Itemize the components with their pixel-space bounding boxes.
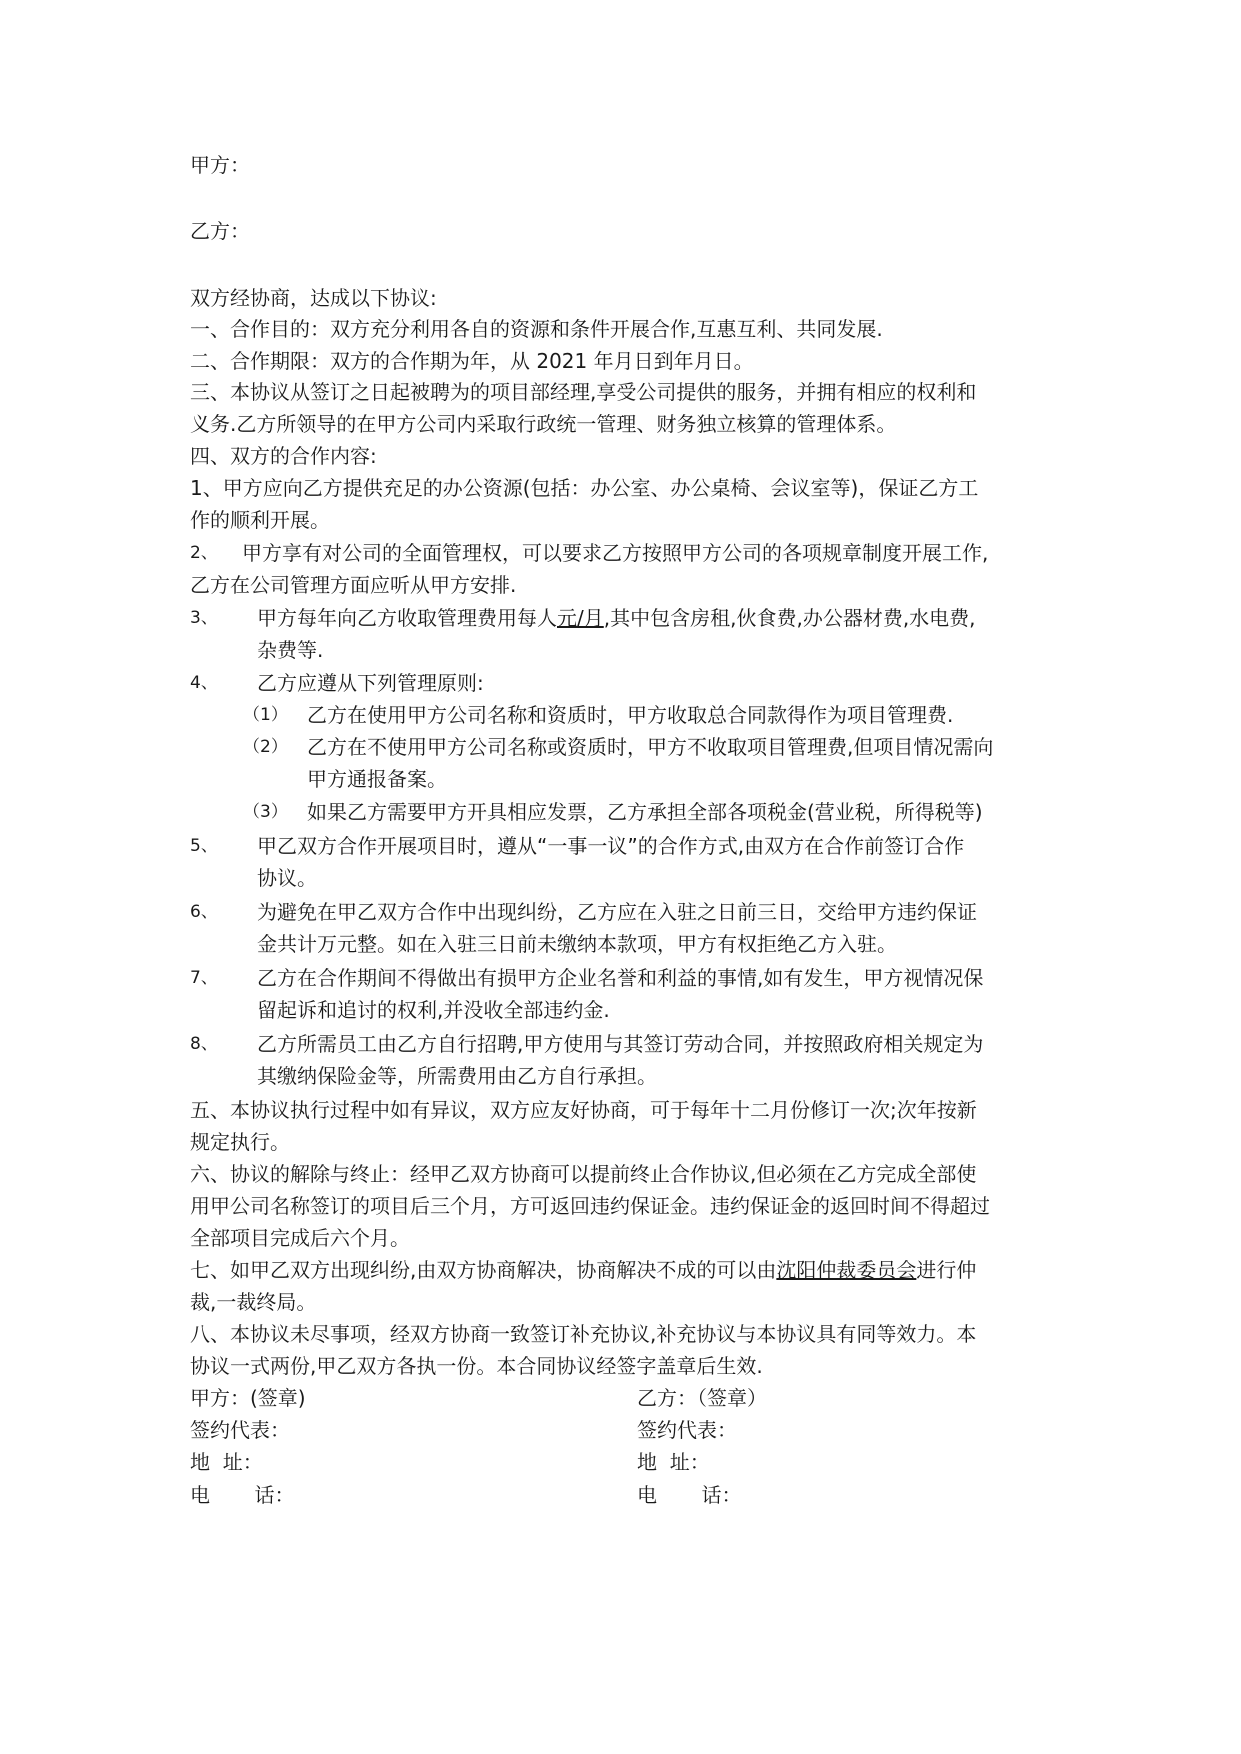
item-2-number: 2、 <box>190 543 218 563</box>
clause-7-line-2: 裁,一裁终局。 <box>190 1290 317 1314</box>
sub-item-1: 乙方在使用甲方公司名称和资质时，甲方收取总合同款得作为项目管理费. <box>307 703 954 727</box>
clause-8-line-1: 八、本协议未尽事项，经双方协商一致签订补充协议,补充协议与本协议具有同等效力。本 <box>190 1322 977 1346</box>
party-a-address: 地 址： <box>190 1450 263 1474</box>
clause-3-line-2: 义务.乙方所领导的在甲方公司内采取行政统一管理、财务独立核算的管理体系。 <box>190 412 897 436</box>
item-8-number: 8、 <box>190 1034 218 1054</box>
item-8-line-1: 乙方所需员工由乙方自行招聘,甲方使用与其签订劳动合同，并按照政府相关规定为 <box>257 1032 984 1056</box>
item-6-number: 6、 <box>190 902 218 922</box>
sub-item-2-line-1: 乙方在不使用甲方公司名称或资质时，甲方不收取项目管理费,但项目情况需向 <box>307 735 994 759</box>
party-b-stamp: 乙方：（签章） <box>637 1386 767 1410</box>
sub-item-2-line-2: 甲方通报备案。 <box>307 767 447 791</box>
item-4-number: 4、 <box>190 673 218 693</box>
item-6-line-2: 金共计万元整。如在入驻三日前未缴纳本款项，甲方有权拒绝乙方入驻。 <box>257 932 897 956</box>
intro-text: 双方经协商，达成以下协议: <box>190 286 437 310</box>
item-7-number: 7、 <box>190 968 218 988</box>
clause-7-text-a: 七、如甲乙双方出现纠纷,由双方协商解决，协商解决不成的可以由 <box>190 1258 777 1282</box>
item-3-fee-unit: 元/月 <box>557 606 604 630</box>
item-3-text-b: ,其中包含房租,伙食费,办公器材费,水电费, <box>603 606 976 630</box>
clause-5-line-1: 五、本协议执行过程中如有异议，双方应友好协商，可于每年十二月份修订一次;次年按新 <box>190 1098 977 1122</box>
clause-6-line-2: 用甲公司名称签订的项目后三个月，方可返回违约保证金。违约保证金的返回时间不得超过 <box>190 1194 990 1218</box>
item-3-line-1 <box>257 606 976 630</box>
item-6-line-1: 为避免在甲乙双方合作中出现纠纷，乙方应在入驻之日前三日，交给甲方违约保证 <box>257 900 977 924</box>
item-2-line-2: 乙方在公司管理方面应听从甲方安排. <box>190 573 517 597</box>
clause-2: 二、合作期限：双方的合作期为年，从 2021 年月日到年月日。 <box>190 349 754 373</box>
sub-item-1-number: （1） <box>243 705 288 725</box>
arbitration-committee: 沈阳仲裁委员会 <box>776 1258 917 1282</box>
party-b-address: 地 址： <box>637 1450 710 1474</box>
party-a-representative: 签约代表： <box>190 1418 290 1442</box>
item-7-line-1: 乙方在合作期间不得做出有损甲方企业名誉和利益的事情,如有发生，甲方视情况保 <box>257 966 984 990</box>
item-1-line-1: 1、甲方应向乙方提供充足的办公资源(包括：办公室、办公桌椅、会议室等)，保证乙方工 <box>190 476 979 500</box>
clause-6-line-1: 六、协议的解除与终止：经甲乙双方协商可以提前终止合作协议,但必须在乙方完成全部使 <box>190 1162 977 1186</box>
item-5-line-1: 甲乙双方合作开展项目时，遵从“一事一议”的合作方式,由双方在合作前签订合作 <box>257 834 965 858</box>
item-2-line-1: 甲方享有对公司的全面管理权，可以要求乙方按照甲方公司的各项规章制度开展工作, <box>242 541 989 565</box>
clause-8-line-2: 协议一式两份,甲乙双方各执一份。本合同协议经签字盖章后生效. <box>190 1354 763 1378</box>
item-5-number: 5、 <box>190 836 218 856</box>
item-3-number: 3、 <box>190 608 218 628</box>
item-4-line-1: 乙方应遵从下列管理原则: <box>257 671 484 695</box>
sub-item-2-number: （2） <box>243 737 288 757</box>
party-a-label: 甲方： <box>190 153 250 177</box>
clause-6-line-3: 全部项目完成后六个月。 <box>190 1226 410 1250</box>
party-b-representative: 签约代表： <box>637 1418 737 1442</box>
clause-3-line-1: 三、本协议从签订之日起被聘为的项目部经理,享受公司提供的服务，并拥有相应的权利和 <box>190 380 977 404</box>
clause-5-line-2: 规定执行。 <box>190 1130 290 1154</box>
party-a-stamp: 甲方：(签章) <box>190 1386 306 1410</box>
clause-7-text-b: 进行仲 <box>916 1258 977 1282</box>
clause-1: 一、合作目的：双方充分利用各自的资源和条件开展合作,互惠互利、共同发展. <box>190 317 883 341</box>
clause-4: 四、双方的合作内容: <box>190 444 377 468</box>
party-a-phone: 电 话： <box>190 1483 295 1507</box>
item-1-line-2: 作的顺利开展。 <box>190 508 330 532</box>
sub-item-3: 如果乙方需要甲方开具相应发票，乙方承担全部各项税金(营业税，所得税等) <box>307 800 983 824</box>
item-3-line-2: 杂费等. <box>257 638 324 662</box>
item-5-line-2: 协议。 <box>257 866 317 890</box>
item-7-line-2: 留起诉和追讨的权利,并没收全部违约金. <box>257 998 610 1022</box>
item-8-line-2: 其缴纳保险金等，所需费用由乙方自行承担。 <box>257 1064 657 1088</box>
party-b-phone: 电 话： <box>637 1483 742 1507</box>
party-b-label: 乙方： <box>190 219 250 243</box>
clause-7-line-1 <box>190 1258 976 1282</box>
item-3-text-a: 甲方每年向乙方收取管理费用每人 <box>257 606 557 630</box>
sub-item-3-number: （3） <box>243 802 288 822</box>
